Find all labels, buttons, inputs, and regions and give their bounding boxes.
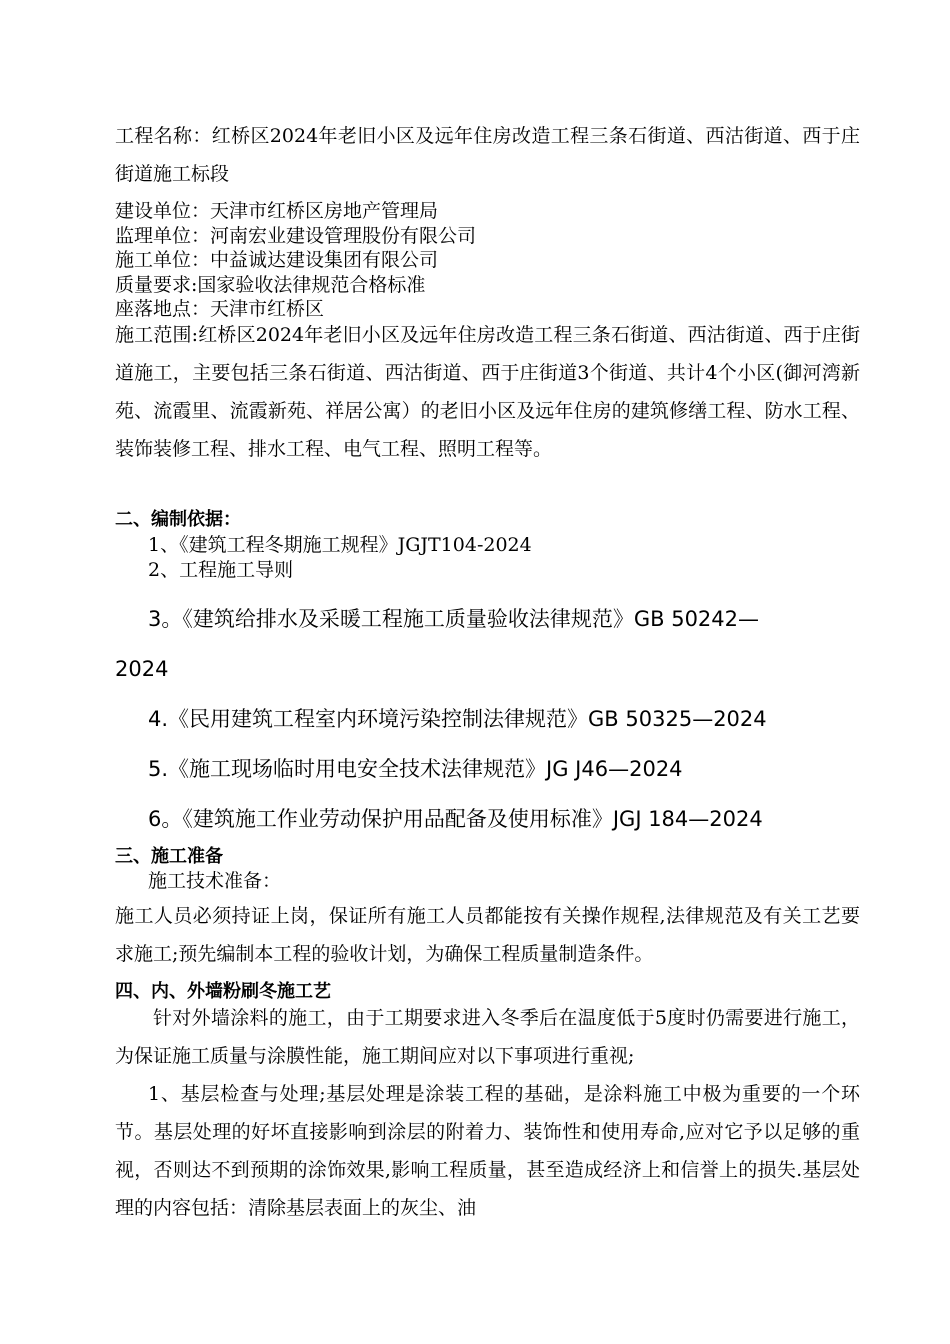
section-heading-plastering: 四、内、外墙粉刷冬施工艺 <box>115 981 331 1002</box>
subheading-technical-preparation: 施工技术准备： <box>148 870 282 892</box>
plastering-intro: 针对外墙涂料的施工，由于工期要求进入冬季后在温度低于5度时仍需要进行施工，为保证施工质量与涂膜性能，施工期间应对以下事项进行重视; <box>115 1007 860 1067</box>
project-name: 工程名称：红桥区2024年老旧小区及远年住房改造工程三条石街道、西沽街道、西于庄街道施工标段 <box>115 125 860 185</box>
reference-item-large: 5.《施工现场临时用电安全技术法律规范》JG J46—2024 <box>148 757 683 781</box>
section-heading-basis: 二、编制依据： <box>115 509 241 530</box>
construction-unit: 建设单位：天津市红桥区房地产管理局 <box>115 200 439 222</box>
reference-item-large-continuation: 2024 <box>115 657 169 681</box>
location: 座落地点：天津市红桥区 <box>115 298 325 320</box>
quality-requirement: 质量要求:国家验收法律规范合格标准 <box>115 273 426 296</box>
reference-item-large: 4.《民用建筑工程室内环境污染控制法律规范》GB 50325—2024 <box>148 707 767 731</box>
reference-item: 2、工程施工导则 <box>148 558 294 581</box>
preparation-body: 施工人员必须持证上岗，保证所有施工人员都能按有关操作规程,法律规范及有关工艺要求施工;预先编制本工程的验收计划，为确保工程质量制造条件。 <box>115 905 860 965</box>
reference-item: 1、《建筑工程冬期施工规程》JGJT104-2024 <box>148 534 532 556</box>
contractor-unit: 施工单位：中益诚达建设集团有限公司 <box>115 249 439 271</box>
section-heading-preparation: 三、施工准备 <box>115 846 223 867</box>
base-treatment-item: 1、基层检查与处理;基层处理是涂装工程的基础，是涂料施工中极为重要的一个环节。基层处理的好坏直接影响到涂层的附着力、装饰性和使用寿命,应对它予以足够的重视，否则达不到预期的涂饰效果,影响工程质量，甚至造成经济上和信誉上的损失.基层处理的内容包括：清除基层表面上的灰尘、油 <box>115 1083 860 1219</box>
supervision-unit: 监理单位：河南宏业建设管理股份有限公司 <box>115 224 477 247</box>
reference-item-large: 3。《建筑给排水及采暖工程施工质量验收法律规范》GB 50242— <box>148 607 760 631</box>
reference-item-large: 6。《建筑施工作业劳动保护用品配备及使用标准》JGJ 184—2024 <box>148 807 763 831</box>
construction-scope: 施工范围:红桥区2024年老旧小区及远年住房改造工程三条石街道、西沽街道、西于庄街道施工，主要包括三条石街道、西沽街道、西于庄街道3个街道、共计4个小区(御河湾新苑、流霞里、流霞新苑、祥居公寓）的老旧小区及远年住房的建筑修缮工程、防水工程、装饰装修工程、排水工程、电气工程、照明工程等。 <box>115 324 860 460</box>
